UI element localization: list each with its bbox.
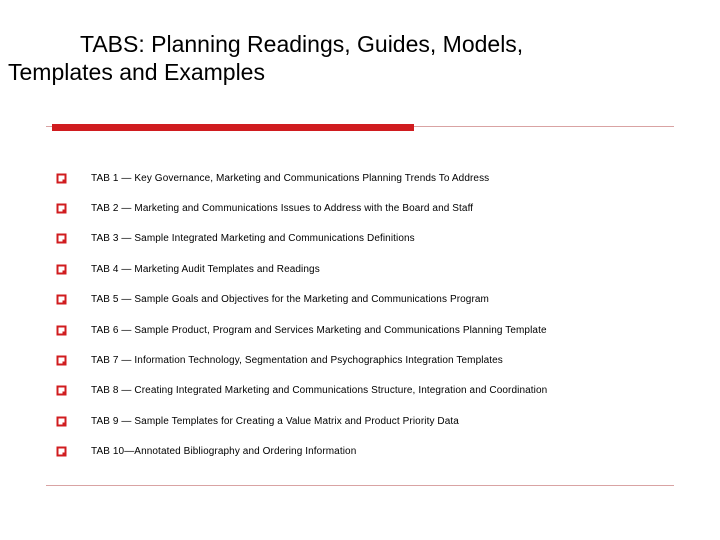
checkbox-square-icon [56,446,67,457]
list-item [56,163,696,193]
tabs-list [56,163,696,467]
bottom-divider [46,485,674,486]
list-item [56,376,696,406]
list-item [56,254,696,284]
list-item-label: TAB 6 — Sample Product, Program and Services Marketing and Communications Planning Template [91,324,547,336]
checkbox-square-icon [56,203,67,214]
list-item [56,345,696,375]
checkbox-square-icon [56,355,67,366]
list-item-label: TAB 8 — Creating Integrated Marketing and Communications Structure, Integration and Coordination [91,385,548,397]
list-item [56,406,696,436]
checkbox-square-icon [56,294,67,305]
list-item-label: TAB 5 — Sample Goals and Objectives for the Marketing and Communications Program [91,294,489,306]
list-item [56,193,696,223]
page-title-line-2: Templates and Examples [8,59,265,85]
page-title [8,30,708,86]
list-item [56,315,696,345]
list-item-label: TAB 3 — Sample Integrated Marketing and Communications Definitions [91,233,415,245]
list-item [56,285,696,315]
checkbox-square-icon [56,416,67,427]
checkbox-square-icon [56,385,67,396]
list-item [56,437,696,467]
list-item-label: TAB 1 — Key Governance, Marketing and Communications Planning Trends To Address [91,172,490,184]
list-item-label: TAB 7 — Information Technology, Segmentation and Psychographics Integration Templates [91,355,503,367]
list-item [56,224,696,254]
checkbox-square-icon [56,325,67,336]
top-accent-bar [52,124,414,131]
list-item-label: TAB 10—Annotated Bibliography and Ordering Information [91,446,357,458]
checkbox-square-icon [56,233,67,244]
checkbox-square-icon [56,173,67,184]
page-title-line-1: TABS: Planning Readings, Guides, Models, [80,31,524,57]
checkbox-square-icon [56,264,67,275]
list-item-label: TAB 2 — Marketing and Communications Issues to Address with the Board and Staff [91,203,474,215]
list-item-label: TAB 9 — Sample Templates for Creating a Value Matrix and Product Priority Data [91,415,459,427]
list-item-label: TAB 4 — Marketing Audit Templates and Readings [91,263,320,275]
